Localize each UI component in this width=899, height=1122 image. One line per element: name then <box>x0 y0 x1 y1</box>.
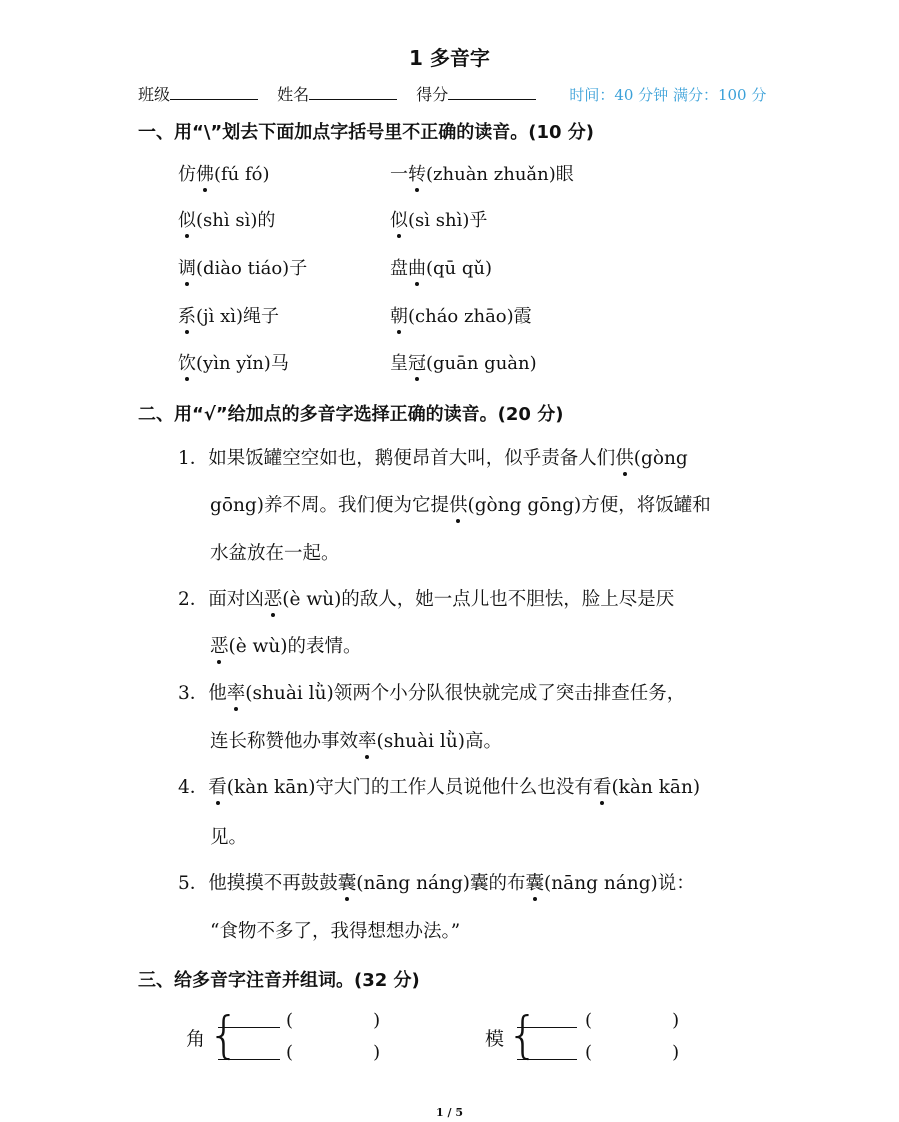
pinyin-paren[interactable]: ( ) <box>585 1010 680 1031</box>
q2-line-2: 恶(è wù)的表情。 <box>210 636 362 657</box>
dotted-char: 囊 <box>337 873 357 894</box>
section2-heading: 二、用“√”给加点的多音字选择正确的读音。(20 分) <box>138 404 564 425</box>
dotted-char: 佛 <box>196 164 214 185</box>
dotted-char: 看 <box>208 777 227 798</box>
brace-icon: { <box>208 1006 240 1064</box>
dotted-char: 供 <box>448 495 468 516</box>
name-label: 姓名 <box>277 85 310 104</box>
name-blank[interactable] <box>309 85 397 100</box>
dotted-char: 看 <box>592 777 612 798</box>
answer-line[interactable] <box>218 1059 280 1060</box>
page-number: 1 / 5 <box>436 1106 463 1119</box>
dotted-char: 曲 <box>408 258 426 279</box>
dotted-char: 似 <box>178 210 196 231</box>
dotted-char: 冠 <box>408 353 426 374</box>
s1-item-6: 盘曲(qū qǔ) <box>390 258 492 279</box>
brace-icon: { <box>507 1006 539 1064</box>
class-blank[interactable] <box>170 85 258 100</box>
answer-line[interactable] <box>517 1059 577 1060</box>
pinyin-paren[interactable]: ( ) <box>585 1042 680 1063</box>
s1-item-9: 饮(yìn yǐn)马 <box>178 353 289 374</box>
dotted-char: 饮 <box>178 353 196 374</box>
polyphone-group-2 <box>485 1006 725 1066</box>
s1-item-5: 调(diào tiáo)子 <box>178 258 308 279</box>
q1-line-3: 水盆放在一起。 <box>210 543 340 564</box>
score-blank[interactable] <box>448 85 536 100</box>
polyphone-group-1 <box>186 1006 426 1066</box>
s1-item-1: 仿佛(fú fó) <box>178 164 270 185</box>
dotted-char: 似 <box>390 210 408 231</box>
q4-line-2: 见。 <box>210 827 248 848</box>
dotted-char: 朝 <box>390 306 408 327</box>
polyphone-char: 角 <box>186 1028 206 1050</box>
q4-line-1: 4．看(kàn kān)守大门的工作人员说他什么也没有看(kàn kān) <box>178 777 701 798</box>
q3-line-2: 连长称赞他办事效率(shuài lǜ)高。 <box>210 731 502 752</box>
pinyin-paren[interactable]: ( ) <box>286 1010 381 1031</box>
class-label: 班级 <box>138 85 171 104</box>
section3-heading: 三、给多音字注音并组词。(32 分) <box>138 970 420 991</box>
q1-line-1: 1．如果饭罐空空如也，鹅便昂首大叫，似乎责备人们供(gòng <box>178 448 688 469</box>
page-title: 1 多音字 <box>409 46 490 70</box>
q5-line-2: “食物不多了，我得想想办法。” <box>210 921 461 942</box>
dotted-char: 供 <box>615 448 634 469</box>
student-info-row <box>138 82 766 105</box>
section1-heading: 一、用“\”划去下面加点字括号里不正确的读音。(10 分) <box>138 122 595 143</box>
s1-item-8: 朝(cháo zhāo)霞 <box>390 306 532 327</box>
s1-item-7: 系(jì xì)绳子 <box>178 306 280 327</box>
polyphone-char: 模 <box>485 1028 505 1050</box>
s1-item-10: 皇冠(guān guàn) <box>390 353 537 374</box>
s1-item-4: 似(sì shì)乎 <box>390 210 488 231</box>
answer-line[interactable] <box>517 1027 577 1028</box>
s1-item-2: 一转(zhuàn zhuǎn)眼 <box>390 164 574 185</box>
q2-line-1: 2．面对凶恶(è wù)的敌人，她一点儿也不胆怯，脸上尽是厌 <box>178 589 675 610</box>
score-label: 得分 <box>416 85 449 104</box>
s1-item-3: 似(shì sì)的 <box>178 210 276 231</box>
dotted-char: 率 <box>226 683 246 704</box>
dotted-char: 转 <box>408 164 426 185</box>
dotted-char: 调 <box>178 258 196 279</box>
q3-line-1: 3．他率(shuài lǜ)领两个小分队很快就完成了突击排查任务， <box>178 683 686 704</box>
dotted-char: 率 <box>358 731 377 752</box>
q5-line-1: 5．他摸摸不再鼓鼓囊(nāng náng)囊的布囊(nāng náng)说： <box>178 873 695 894</box>
q1-line-2: gōng)养不周。我们便为它提供(gòng gōng)方便，将饭罐和 <box>210 495 711 516</box>
timing-info: 时间：40 分钟 满分：100 分 <box>569 86 767 104</box>
pinyin-paren[interactable]: ( ) <box>286 1042 381 1063</box>
answer-line[interactable] <box>218 1027 280 1028</box>
dotted-char: 系 <box>178 306 196 327</box>
dotted-char: 囊 <box>525 873 545 894</box>
dotted-char: 恶 <box>210 636 229 657</box>
dotted-char: 恶 <box>263 589 283 610</box>
